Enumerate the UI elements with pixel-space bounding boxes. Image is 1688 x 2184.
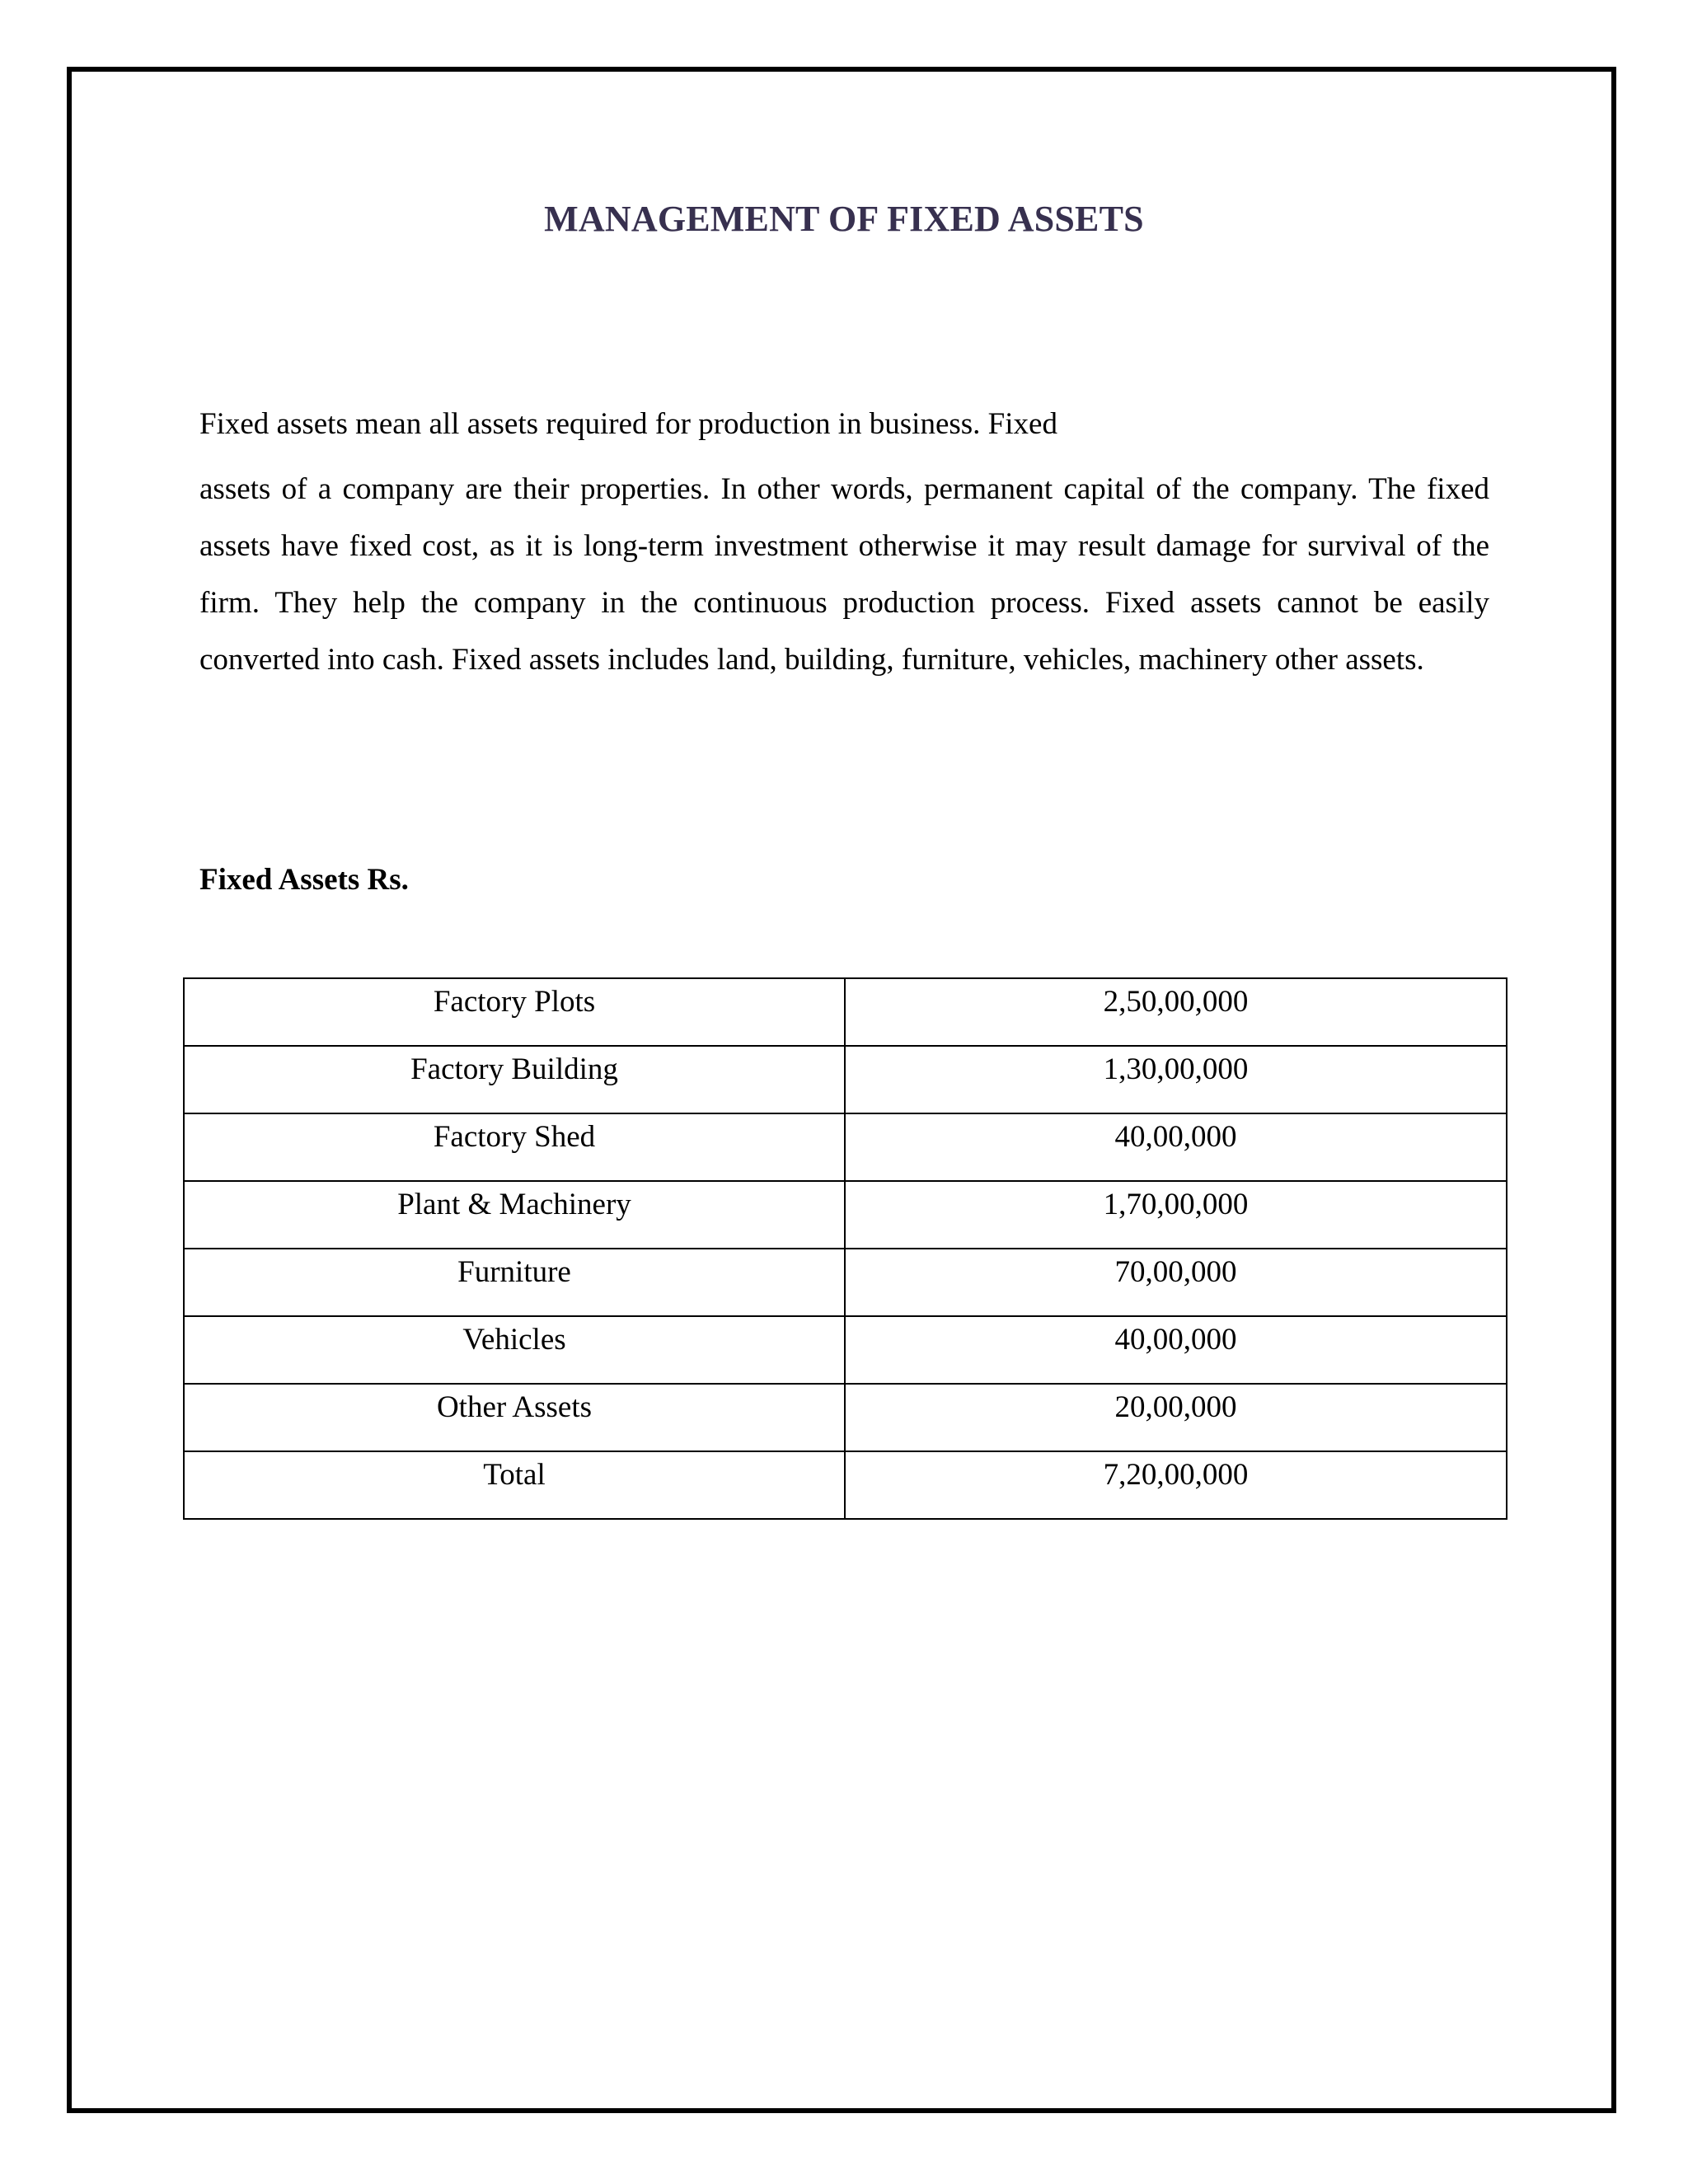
table-row <box>184 1384 1507 1451</box>
total-row <box>184 1451 1507 1519</box>
asset-value-cell: 40,00,000 <box>845 1316 1507 1384</box>
table-row <box>184 1181 1507 1249</box>
asset-name-cell: Factory Building <box>184 1046 845 1113</box>
table-row <box>184 1046 1507 1113</box>
intro-first-line: Fixed assets mean all assets required for production in business. Fixed <box>199 407 1057 441</box>
section-heading: Fixed Assets Rs. <box>199 863 409 897</box>
total-label-cell: Total <box>184 1451 845 1519</box>
asset-value-cell: 1,30,00,000 <box>845 1046 1507 1113</box>
asset-value-cell: 2,50,00,000 <box>845 978 1507 1046</box>
asset-name-cell: Plant & Machinery <box>184 1181 845 1249</box>
asset-value-cell: 40,00,000 <box>845 1113 1507 1181</box>
asset-name-cell: Vehicles <box>184 1316 845 1384</box>
table-row <box>184 978 1507 1046</box>
table-row <box>184 1316 1507 1384</box>
asset-name-cell: Factory Plots <box>184 978 845 1046</box>
total-value-cell: 7,20,00,000 <box>845 1451 1507 1519</box>
asset-value-cell: 1,70,00,000 <box>845 1181 1507 1249</box>
fixed-assets-table <box>183 977 1507 1520</box>
page-title: MANAGEMENT OF FIXED ASSETS <box>544 199 1144 239</box>
asset-name-cell: Factory Shed <box>184 1113 845 1181</box>
asset-value-cell: 20,00,000 <box>845 1384 1507 1451</box>
asset-name-cell: Furniture <box>184 1249 845 1316</box>
asset-value-cell: 70,00,000 <box>845 1249 1507 1316</box>
intro-paragraph: assets of a company are their properties. In other words, permanent capital of the company. The fixed assets have fixed cost, as it is long-term investment otherwise it may result damage for survival of the firm. They help the company in the continuous production process. Fixed assets cannot be easily converted into cash. Fixed assets includes land, building, furniture, vehicles, machinery other assets. <box>199 472 1489 677</box>
table-row <box>184 1113 1507 1181</box>
asset-name-cell: Other Assets <box>184 1384 845 1451</box>
table-row <box>184 1249 1507 1316</box>
